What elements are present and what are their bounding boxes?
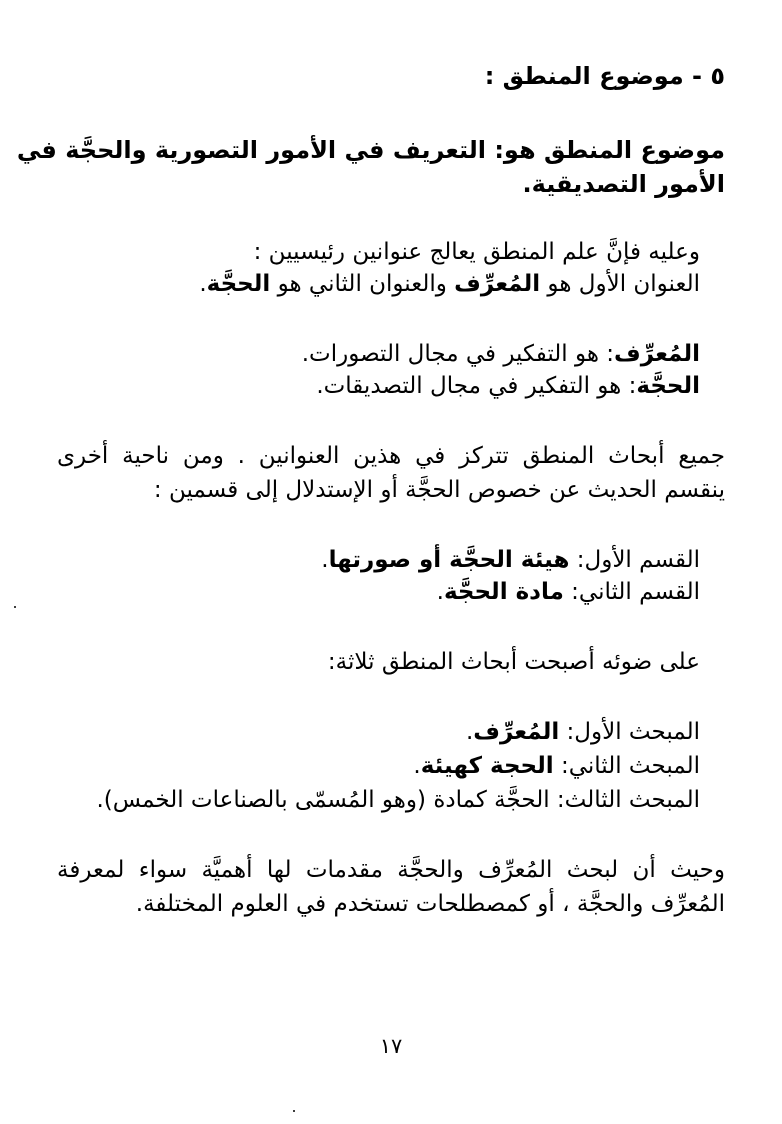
term-argument: الحجَّة bbox=[206, 271, 271, 297]
definition-term: المُعرِّف bbox=[614, 341, 700, 367]
intro-line-2: الأمور التصديقية. bbox=[522, 170, 725, 198]
topic-end: . bbox=[413, 753, 421, 779]
section-value: مادة الحجَّة bbox=[443, 579, 564, 605]
topic-label: المبحث الثالث: bbox=[549, 787, 700, 813]
topic-label: المبحث الثاني: bbox=[553, 753, 700, 779]
page-number: ١٧ bbox=[379, 1034, 403, 1058]
closing-line-1: وحيث أن لبحث المُعرِّف والحجَّة مقدمات لها أهميَّة سواء لمعرفة bbox=[57, 857, 725, 883]
term-definer: المُعرِّف bbox=[454, 271, 541, 297]
titles-line-2-end: . bbox=[199, 271, 207, 297]
section-value: هيئة الحجَّة أو صورتها bbox=[328, 547, 570, 573]
topic-value: المُعرِّف bbox=[473, 719, 560, 745]
definition-text: : هو التفكير في مجال التصديقات. bbox=[316, 373, 637, 399]
section-end: . bbox=[436, 579, 444, 605]
research-line-1: جميع أبحاث المنطق تتركز في هذين العنوانين . ومن ناحية أخرى bbox=[57, 443, 725, 469]
section-heading: ٥ - موضوع المنطق : bbox=[484, 62, 725, 90]
scan-speck bbox=[14, 606, 16, 608]
topic-item bbox=[413, 750, 700, 782]
definition-line bbox=[316, 370, 700, 402]
titles-line-1: وعليه فإنَّ علم المنطق يعالج عنوانين رئيسيين : bbox=[253, 239, 700, 265]
accordingly-line: على ضوئه أصبحت أبحاث المنطق ثلاثة: bbox=[327, 649, 700, 675]
titles-line-2-pre: العنوان الأول هو bbox=[540, 271, 700, 297]
topic-item bbox=[466, 716, 700, 748]
definition-term: الحجَّة bbox=[636, 373, 700, 399]
section-end: . bbox=[321, 547, 329, 573]
section-label: القسم الأول: bbox=[569, 547, 700, 573]
titles-line-2 bbox=[199, 268, 700, 300]
definition-line bbox=[302, 338, 700, 370]
topic-value: الحجة كهيئة bbox=[420, 753, 554, 779]
research-line-2: ينقسم الحديث عن خصوص الحجَّة أو الإستدلال إلى قسمين : bbox=[153, 477, 725, 503]
topic-value: الحجَّة كمادة (وهو المُسمّى بالصناعات الخمس) bbox=[103, 787, 550, 813]
topic-label: المبحث الأول: bbox=[559, 719, 700, 745]
section-label: القسم الثاني: bbox=[563, 579, 700, 605]
scan-speck bbox=[293, 1110, 295, 1112]
topic-end: . bbox=[465, 719, 474, 745]
intro-line-1: موضوع المنطق هو: التعريف في الأمور التصورية والحجَّة في bbox=[16, 136, 725, 164]
titles-line-2-mid: والعنوان الثاني هو bbox=[270, 271, 455, 297]
closing-line-2: المُعرِّف والحجَّة ، أو كمصطلحات تستخدم في العلوم المختلفة. bbox=[135, 891, 725, 917]
topic-end: . bbox=[96, 787, 104, 813]
topic-item bbox=[96, 784, 700, 816]
definition-text: : هو التفكير في مجال التصورات. bbox=[301, 341, 615, 367]
section-item bbox=[321, 544, 700, 576]
section-item bbox=[437, 576, 700, 608]
